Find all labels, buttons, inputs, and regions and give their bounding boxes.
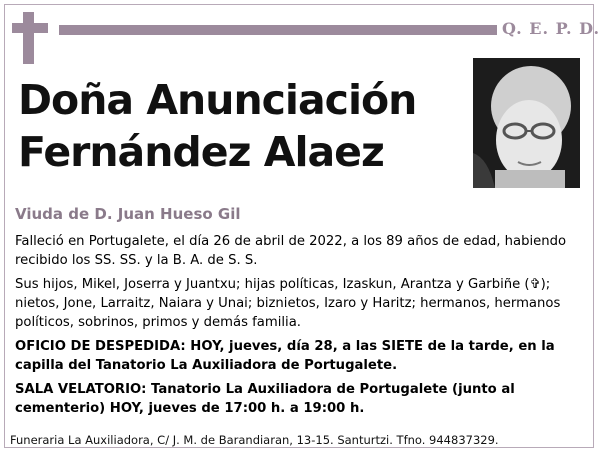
death-notice: Falleció en Portugalete, el día 26 de abril de 2022, a los 89 años de edad, habiendo recibido los SS. SS. y la B. A. de S. S. [15, 234, 567, 268]
qepd-label: Q. E. P. D. [502, 19, 600, 38]
name-line-1: Doña Anunciación [18, 76, 417, 124]
name-line-2: Fernández Alaez [18, 128, 384, 176]
farewell-service: OFICIO DE DESPEDIDA: HOY, jueves, día 28, a las SIETE de la tarde, en la capilla del Tanatorio La Auxiliadora de Portugalete. [15, 339, 555, 373]
obituary-body [15, 232, 587, 423]
deceased-name [18, 74, 458, 178]
header-divider-bar [59, 25, 497, 35]
widow-of: Viuda de D. Juan Hueso Gil [15, 205, 241, 223]
cross-icon-vertical [23, 12, 34, 64]
portrait-photo-icon [473, 58, 580, 188]
family-list: Sus hijos, Mikel, Joserra y Juantxu; hijas políticas, Izaskun, Arantza y Garbiñe (✞); nietos, Jone, Larraitz, Naiara y Unai; biznietos, Izaro y Haritz; hermanos, hermanos políticos, sobrinos, primos y demás familia. [15, 277, 561, 330]
cross-icon-horizontal [12, 23, 48, 33]
funeral-home-footer: Funeraria La Auxiliadora, C/ J. M. de Barandiaran, 13-15. Santurtzi. Tfno. 944837329. [10, 433, 499, 447]
wake-room: SALA VELATORIO: Tanatorio La Auxiliadora de Portugalete (junto al cementerio) HOY, jueves de 17:00 h. a 19:00 h. [15, 382, 515, 416]
portrait-photo [473, 58, 580, 188]
